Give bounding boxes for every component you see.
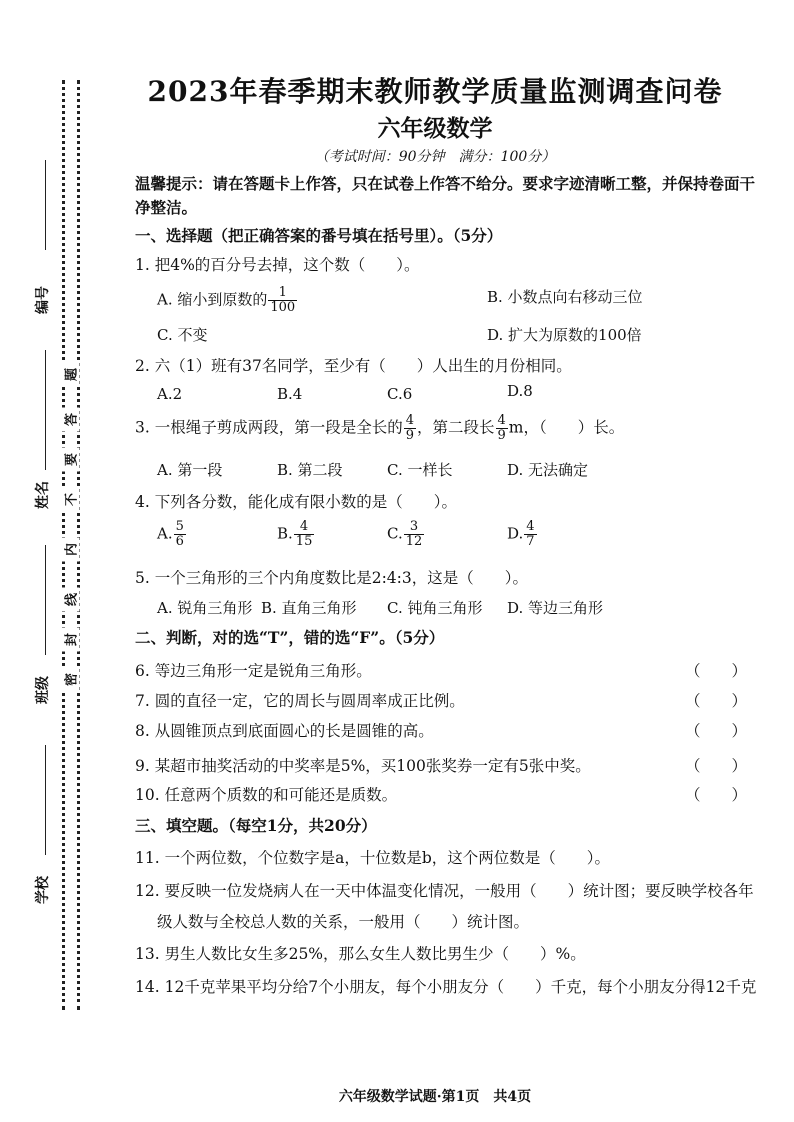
denominator: 6 (175, 534, 184, 549)
question-2-option-b[interactable]: B.4 (277, 385, 303, 403)
question-2: 2. 六（1）班有37名同学，至少有（ ）人出生的月份相同。 (135, 357, 572, 375)
judgement-item: 6. 等边三角形一定是锐角三角形。 (135, 662, 372, 680)
seal-char: 密 (61, 668, 80, 692)
page-footer: 六年级数学试题·第1页 共4页 (338, 1089, 532, 1105)
answer-paren[interactable]: （ ） (685, 692, 748, 710)
question-1-option-b[interactable]: B. 小数点向右移动三位 (487, 288, 643, 306)
seal-char: 题 (61, 363, 80, 387)
denominator: 12 (405, 534, 423, 549)
question-2-option-d[interactable]: D.8 (507, 382, 533, 400)
section-3-heading: 三、填空题。（每空1分，共20分） (135, 816, 377, 835)
question-5: 5. 一个三角形的三个内角度数比是2:4:3，这是（ ）。 (135, 569, 528, 587)
answer-paren[interactable]: （ ） (685, 757, 748, 775)
question-11: 11. 一个两位数，个位数字是a，十位数是b，这个两位数是（ ）。 (135, 849, 610, 867)
denominator: 7 (526, 534, 535, 549)
fraction (404, 414, 416, 443)
exam-info: （考试时间：90分钟 满分：100分） (314, 149, 556, 165)
question-4: 4. 下列各分数，能化成有限小数的是（ ）。 (135, 493, 457, 511)
denominator: 15 (295, 534, 313, 549)
numerator: 3 (404, 520, 425, 535)
school-label: 学校 (35, 876, 51, 904)
question-12-line-1: 12. 要反映一位发烧病人在一天中体温变化情况，一般用（ ）统计图；要反映学校各年 (135, 882, 754, 900)
question-12-line-2: 级人数与全校总人数的关系，一般用（ ）统计图。 (157, 913, 530, 931)
question-1: 1. 把4%的百分号去掉，这个数（ ）。 (135, 256, 420, 274)
question-4-option-d[interactable] (507, 520, 538, 549)
question-5-option-d[interactable]: D. 等边三角形 (507, 599, 604, 617)
judgement-item: 10. 任意两个质数的和可能还是质数。 (135, 786, 398, 804)
question-4-option-a[interactable] (157, 520, 187, 549)
numerator: 4 (294, 520, 315, 535)
denominator: 9 (405, 428, 414, 443)
numerator: 5 (175, 519, 184, 534)
question-3-option-d[interactable]: D. 无法确定 (507, 461, 589, 479)
option-letter: B. (277, 524, 293, 543)
seal-char: 内 (61, 538, 80, 562)
seal-char: 线 (61, 588, 80, 612)
option-letter: C. (387, 524, 403, 543)
question-1-option-c[interactable]: C. 不变 (157, 326, 208, 344)
question-3-option-c[interactable]: C. 一样长 (387, 461, 453, 479)
seal-char: 答 (61, 408, 80, 432)
question-5-option-c[interactable]: C. 钝角三角形 (387, 599, 483, 617)
class-label: 班级 (35, 676, 51, 704)
question-2-option-c[interactable]: C.6 (387, 385, 413, 403)
fraction (174, 520, 186, 549)
question-3 (135, 414, 624, 443)
class-line[interactable] (45, 545, 46, 655)
section-1-heading: 一、选择题（把正确答案的番号填在括号里）。（5分） (135, 226, 503, 245)
section-2-heading: 二、判断，对的选“T”，错的选“F”。（5分） (135, 628, 445, 647)
answer-paren[interactable]: （ ） (685, 786, 748, 804)
question-2-option-a[interactable]: A.2 (157, 385, 183, 403)
seal-char: 不 (61, 488, 80, 512)
exam-page (105, 0, 765, 1122)
question-3-option-a[interactable]: A. 第一段 (157, 461, 223, 479)
question-3-option-b[interactable]: B. 第二段 (277, 461, 343, 479)
numerator: 1 (268, 286, 297, 301)
answer-paren[interactable]: （ ） (685, 662, 748, 680)
numerator: 4 (497, 413, 506, 428)
question-3-prefix: 3. 一根绳子剪成两段，第一段是全长的 (135, 418, 403, 437)
question-4-option-c[interactable] (387, 520, 425, 549)
seal-char: 封 (61, 628, 80, 652)
denominator: 9 (497, 428, 506, 443)
fraction (404, 520, 425, 549)
question-14: 14. 12千克苹果平均分给7个小朋友，每个小朋友分（ ）千克，每个小朋友分得12千克 (135, 978, 757, 996)
question-4-option-b[interactable] (277, 520, 315, 549)
judgement-item: 9. 某超市抽奖活动的中奖率是5%，买100张奖券一定有5张中奖。 (135, 757, 591, 775)
exam-title: 2023年春季期末教师教学质量监测调查问卷 (147, 75, 723, 108)
id-number-line[interactable] (45, 160, 46, 250)
fraction (524, 520, 536, 549)
option-letter: D. (507, 524, 524, 543)
question-3-suffix: m，（ ）长。 (508, 418, 625, 437)
exam-subtitle: 六年级数学 (377, 115, 493, 142)
denominator: 100 (270, 300, 296, 315)
question-5-option-b[interactable]: B. 直角三角形 (261, 599, 357, 617)
id-number-label: 编号 (35, 286, 51, 314)
answer-paren[interactable]: （ ） (685, 722, 748, 740)
fraction (294, 520, 315, 549)
numerator: 4 (405, 413, 414, 428)
question-5-option-a[interactable]: A. 锐角三角形 (157, 599, 253, 617)
fraction (496, 414, 508, 443)
judgement-item: 8. 从圆锥顶点到底面圆心的长是圆锥的高。 (135, 722, 434, 740)
name-line[interactable] (45, 350, 46, 470)
question-13: 13. 男生人数比女生多25%，那么女生人数比男生少（ ）%。 (135, 945, 586, 963)
warm-tip: 温馨提示：请在答题卡上作答，只在试卷上作答不给分。要求字迹清晰工整，并保持卷面干净整洁。 (135, 174, 756, 217)
name-label: 姓名 (35, 481, 51, 509)
fraction (268, 286, 297, 315)
judgement-item: 7. 圆的直径一定，它的周长与圆周率成正比例。 (135, 692, 465, 710)
school-line[interactable] (45, 745, 46, 855)
option-text: A. 缩小到原数的 (157, 290, 268, 309)
binding-margin (0, 0, 110, 1122)
question-3-mid: ，第二段长 (417, 418, 495, 437)
question-1-option-a[interactable] (157, 286, 298, 315)
seal-char: 要 (61, 448, 80, 472)
option-letter: A. (157, 524, 173, 543)
question-1-option-d[interactable]: D. 扩大为原数的100倍 (487, 326, 642, 344)
numerator: 4 (526, 519, 535, 534)
